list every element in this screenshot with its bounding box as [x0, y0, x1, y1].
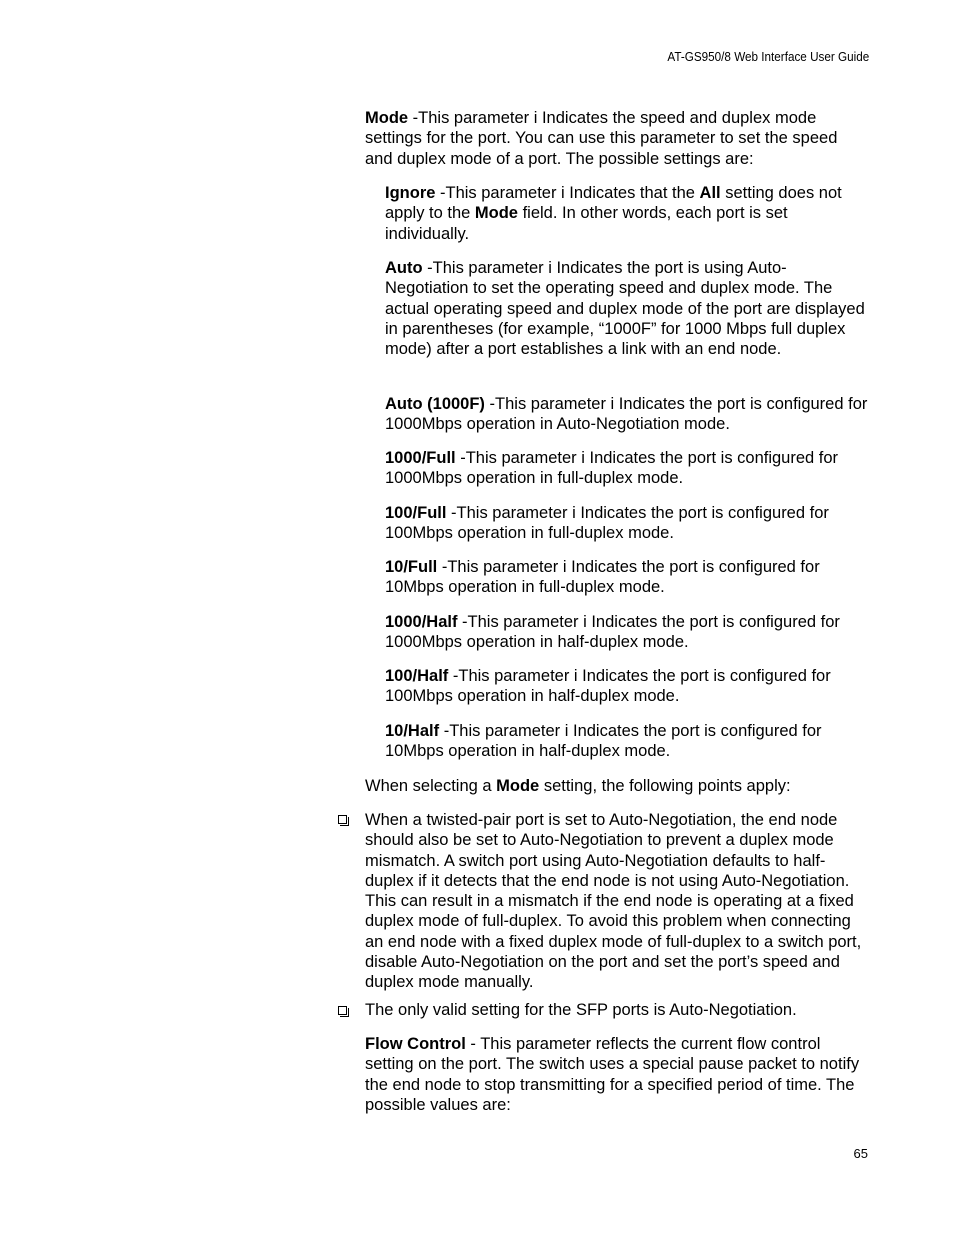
- mode-term: Mode: [365, 109, 409, 127]
- setting-100-full: [385, 503, 868, 544]
- bullet-item: The only valid setting for the SFP ports is Auto-Negotiation.: [365, 1001, 797, 1019]
- setting-100-half: [385, 666, 868, 707]
- setting-term: 1000/Half: [385, 613, 458, 631]
- page-number: 65: [853, 1146, 868, 1161]
- ignore-paragraph: [385, 183, 868, 244]
- setting-term: 10/Half: [385, 722, 440, 740]
- setting-auto: [385, 258, 868, 359]
- when-paragraph: [365, 776, 868, 796]
- setting-text: -This parameter i Indicates the port is configured for 10Mbps operation in half-duplex mode.: [385, 722, 822, 761]
- ignore-text-3: field. In other words, each port is set individually.: [385, 204, 788, 243]
- setting-10-half: [385, 721, 868, 762]
- setting-term: 100/Full: [385, 504, 447, 522]
- ignore-text-2: setting does not apply to the: [385, 184, 842, 223]
- when-text-1: When selecting a: [365, 777, 497, 795]
- setting-term: 100/Half: [385, 667, 449, 685]
- setting-1000-full: [385, 448, 868, 489]
- setting-1000-half: [385, 612, 868, 653]
- all-term: All: [699, 184, 721, 202]
- setting-term: 10/Full: [385, 558, 438, 576]
- ignore-text-1: -This parameter i Indicates that the: [435, 184, 700, 202]
- bullet-item: When a twisted-pair port is set to Auto-Negotiation, the end node should also be set to Auto-Negotiation to prevent a duplex mode mismatch. A switch port using Auto-Negotiation defaults to half-duplex if it detects that the end node is not using Auto-Negotiation. This can result in a mismatch if the end node is operating at a fixed duplex mode of full-duplex. To avoid this problem when connecting an end node with a fixed duplex mode of full-duplex to a switch port, disable Auto-Negotiation on the port and set the port’s speed and duplex mode manually.: [365, 811, 862, 992]
- mode-paragraph: [365, 108, 868, 169]
- mode-text: -This parameter i Indicates the speed and duplex mode settings for the port. You can use this parameter to set the speed and duplex mode of a port. The possible settings are:: [365, 109, 838, 168]
- setting-text: -This parameter i Indicates the port is configured for 1000Mbps operation in half-duplex mode.: [385, 613, 840, 652]
- setting-text: -This parameter i Indicates the port is configured for 1000Mbps operation in Auto-Negotiation mode.: [385, 395, 868, 434]
- setting-term: 1000/Full: [385, 449, 456, 467]
- setting-10-full: [385, 557, 868, 598]
- setting-text: -This parameter i Indicates the port is configured for 100Mbps operation in full-duplex mode.: [385, 504, 829, 543]
- bullet-checkbox-icon: [338, 815, 347, 824]
- setting-text: -This parameter i Indicates the port is using Auto-Negotiation to set the operating speed and duplex mode. The actual operating speed and duplex mode of the port are displayed in parentheses (for example, “1000F” for 1000 Mbps full duplex mode) after a port establishes a link with an end node.: [385, 259, 865, 359]
- setting-text: -This parameter i Indicates the port is configured for 100Mbps operation in half-duplex mode.: [385, 667, 831, 706]
- setting-auto-1000f: [385, 394, 868, 435]
- setting-term: Auto (1000F): [385, 395, 485, 413]
- setting-text: -This parameter i Indicates the port is configured for 1000Mbps operation in full-duplex mode.: [385, 449, 839, 488]
- mode-field-term: Mode: [474, 204, 518, 223]
- running-header: AT-GS950/8 Web Interface User Guide: [667, 49, 869, 64]
- flow-control-text: - This parameter reflects the current flow control setting on the port. The switch uses a special pause packet to notify the end node to stop transmitting for a specified period of time. The possible values are:: [365, 1035, 860, 1114]
- when-text-2: setting, the following points apply:: [539, 777, 791, 795]
- flow-control-term: Flow Control: [365, 1035, 466, 1053]
- bullet-checkbox-icon: [338, 1006, 347, 1015]
- setting-text: -This parameter i Indicates the port is configured for 10Mbps operation in full-duplex mode.: [385, 558, 820, 597]
- when-mode-term: Mode: [496, 777, 540, 795]
- flow-control-paragraph: [365, 1034, 868, 1115]
- ignore-term: Ignore: [385, 184, 436, 202]
- setting-term: Auto: [385, 259, 423, 277]
